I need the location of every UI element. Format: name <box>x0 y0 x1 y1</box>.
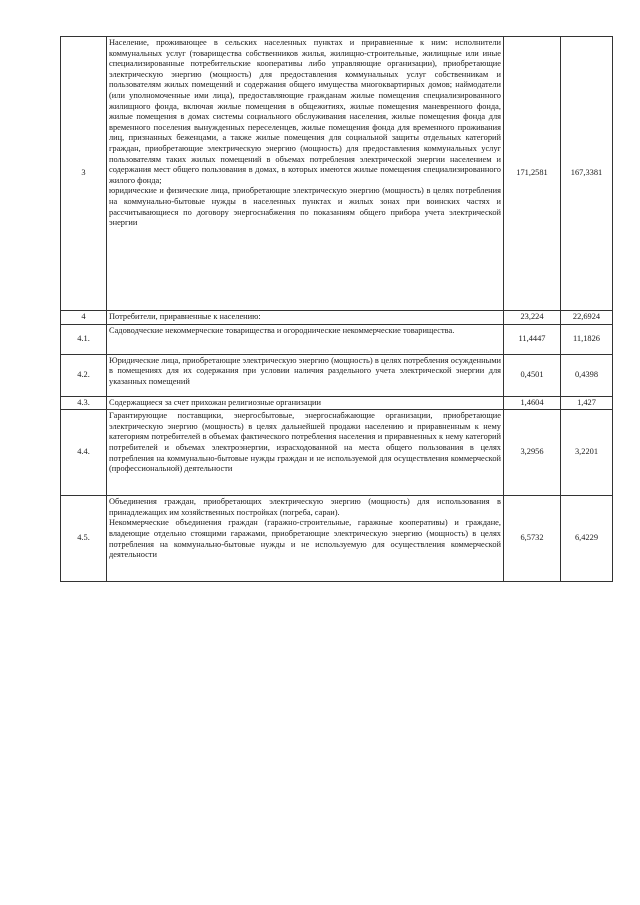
description-paragraph: юридические и физические лица, приобретающие электрическую энергию (мощность) в целях потребления на коммунально-бытовые нужды в населенных пунктах и жилых зонах при воинских частях и рассчитывающиеся по договору энергоснабжения по показаниям общего прибора учета электрической энергии <box>109 186 501 228</box>
value-column-1: 171,2581 <box>504 37 561 311</box>
row-description <box>107 311 504 325</box>
row-number: 3 <box>61 37 107 311</box>
table-row <box>61 496 613 582</box>
table-row <box>61 311 613 325</box>
description-paragraph: Потребители, приравненные к населению: <box>109 312 261 321</box>
row-number: 4.4. <box>61 410 107 496</box>
value-column-1: 3,2956 <box>504 410 561 496</box>
row-description <box>107 396 504 410</box>
table-row <box>61 354 613 396</box>
value-column-1: 6,5732 <box>504 496 561 582</box>
row-description <box>107 496 504 582</box>
row-description <box>107 324 504 354</box>
row-number: 4.5. <box>61 496 107 582</box>
description-paragraph: Юридические лица, приобретающие электрическую энергию (мощность) в целях потребления осужденными в помещениях для их содержания при условии наличия раздельного учета электрической энергии для указанных помещений <box>109 355 501 386</box>
table-row <box>61 410 613 496</box>
value-column-2: 22,6924 <box>561 311 613 325</box>
row-description <box>107 354 504 396</box>
row-number: 4.1. <box>61 324 107 354</box>
value-column-2: 167,3381 <box>561 37 613 311</box>
value-column-2: 6,4229 <box>561 496 613 582</box>
description-paragraph: Гарантирующие поставщики, энергосбытовые, энергоснабжающие организации, приобретающие электрическую энергию (мощность) в целях дальнейшей продажи населению и приравненным к нему категориям потребителей в объемах фактического потребления населения и приравненных к нему категорий потребителей и объемах электроэнергии, израсходованной на места общего пользования в целях потребления на коммунально-бытовые нужды граждан и не используемой для осуществления коммерческой (профессиональной) деятельности <box>109 411 501 474</box>
description-paragraph: Население, проживающее в сельских населенных пунктах и приравненные к ним: исполнители коммунальных услуг (товарищества собственников жилья, жилищно-строительные, жилищные или иные специализированные потребительские кооперативы либо управляющие организации), приобретающие электрическую энергию (мощность) для предоставления коммунальных услуг собственникам и пользователям жилых помещений и содержания общего имущества многоквартирных домов; наймодатели (или уполномоченные ими лица), предоставляющие гражданам жилые помещения специализированного жилищного фонда, включая жилые помещения в общежитиях, жилые помещения маневренного фонда, жилые помещения в домах системы социального обслуживания населения, жилые помещения фонда для временного поселения вынужденных переселенцев, жилые помещения фонда для временного проживания лиц, признанных беженцами, а также жилые помещения для социальной защиты отдельных категорий граждан, приобретающие электрическую энергию (мощность) для предоставления коммунальных услуг пользователям таких жилых помещений в объемах потребления электрической энергии населением и содержания мест общего пользования в домах, в которых имеются жилые помещения специализированного жилого фонда; <box>109 38 501 185</box>
row-number: 4 <box>61 311 107 325</box>
tariff-table <box>60 36 613 582</box>
table-row <box>61 396 613 410</box>
document-page <box>60 36 612 582</box>
table-row <box>61 37 613 311</box>
description-paragraph: Некоммерческие объединения граждан (гаражно-строительные, гаражные кооперативы) и граждане, владеющие отдельно стоящими гаражами, приобретающие электрическую энергию (мощность) в целях потребления на коммунально-бытовые нужды и не используемую для осуществления коммерческой деятельности <box>109 518 501 560</box>
value-column-2: 3,2201 <box>561 410 613 496</box>
value-column-1: 23,224 <box>504 311 561 325</box>
value-column-1: 11,4447 <box>504 324 561 354</box>
value-column-2: 0,4398 <box>561 354 613 396</box>
value-column-1: 1,4604 <box>504 396 561 410</box>
row-description <box>107 410 504 496</box>
description-paragraph: Садоводческие некоммерческие товарищества и огороднические некоммерческие товарищества. <box>109 325 455 335</box>
value-column-1: 0,4501 <box>504 354 561 396</box>
value-column-2: 11,1826 <box>561 324 613 354</box>
description-paragraph: Объединения граждан, приобретающих электрическую энергию (мощность) для использования в принадлежащих им хозяйственных постройках (погреба, сараи). <box>109 497 501 517</box>
value-column-2: 1,427 <box>561 396 613 410</box>
row-description <box>107 37 504 311</box>
description-paragraph: Содержащиеся за счет прихожан религиозные организации <box>109 397 322 407</box>
table-row <box>61 324 613 354</box>
row-number: 4.3. <box>61 396 107 410</box>
row-number: 4.2. <box>61 354 107 396</box>
